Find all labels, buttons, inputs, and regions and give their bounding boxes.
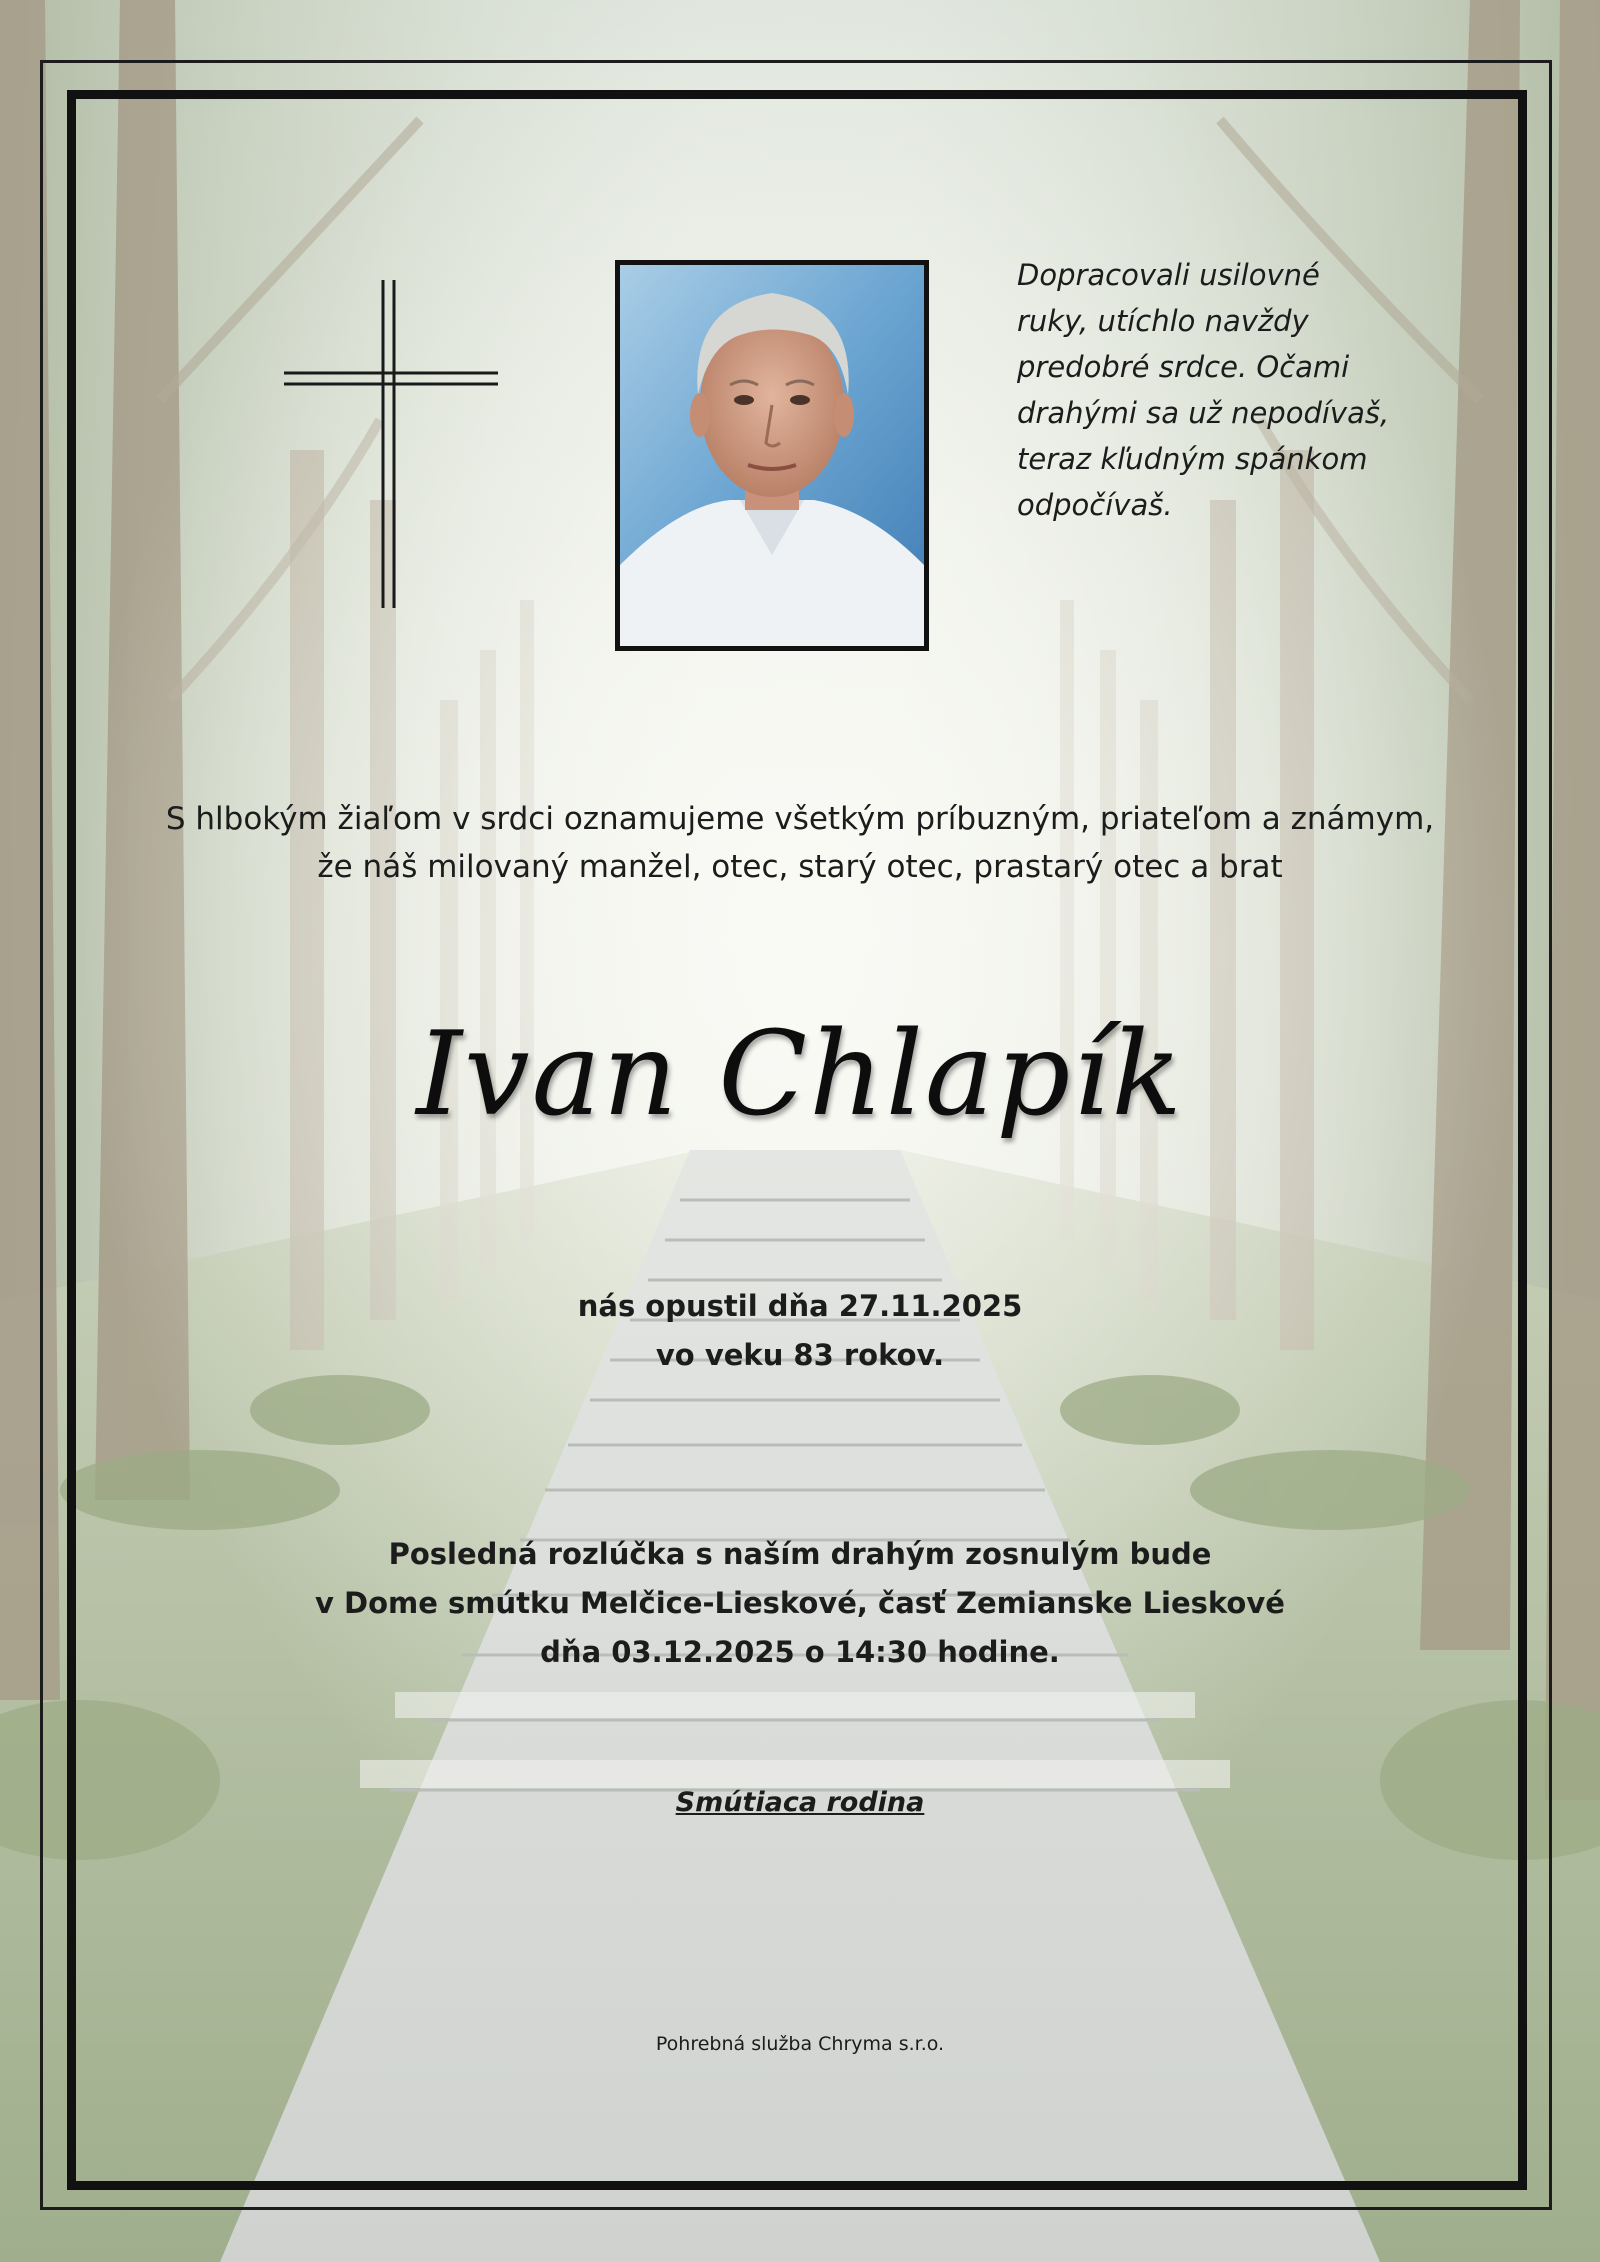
announcement-line: že náš milovaný manžel, otec, starý otec, prastarý otec a brat	[317, 849, 1283, 885]
funeral-service-credit: Pohrebná služba Chryma s.r.o.	[655, 2033, 945, 2055]
funeral-time-line: dňa 03.12.2025 o 14:30 hodine.	[540, 1635, 1060, 1669]
age-line: vo veku 83 rokov.	[655, 1338, 945, 1372]
portrait-image	[620, 265, 924, 646]
cross-icon	[280, 280, 502, 608]
funeral-info	[150, 1530, 1450, 1677]
announcement	[120, 795, 1480, 891]
portrait-photo	[615, 260, 929, 651]
death-info	[300, 1282, 1300, 1380]
verse-line: teraz kľudným spánkom	[1017, 442, 1368, 476]
funeral-line: Posledná rozlúčka s naším drahým zosnulým bude	[388, 1537, 1212, 1571]
verse-line: Dopracovali usilovné	[1017, 258, 1320, 292]
family-signature: Smútiaca rodina	[675, 1787, 925, 1818]
verse-line: odpočívaš.	[1017, 488, 1173, 522]
announcement-line: S hlbokým žiaľom v srdci oznamujeme všetkým príbuzným, priateľom a známym,	[165, 801, 1435, 837]
funeral-place-line: v Dome smútku Melčice-Lieskové, časť Zemianske Lieskové	[315, 1586, 1285, 1620]
death-date-line: nás opustil dňa 27.11.2025	[577, 1289, 1023, 1323]
verse-line: ruky, utíchlo navždy	[1017, 304, 1309, 338]
verse-line: drahými sa už nepodívaš,	[1017, 396, 1390, 430]
deceased-name: Ivan Chlapík	[416, 1007, 1184, 1142]
memorial-verse	[1017, 252, 1417, 528]
verse-line: predobré srdce. Očami	[1017, 350, 1350, 384]
